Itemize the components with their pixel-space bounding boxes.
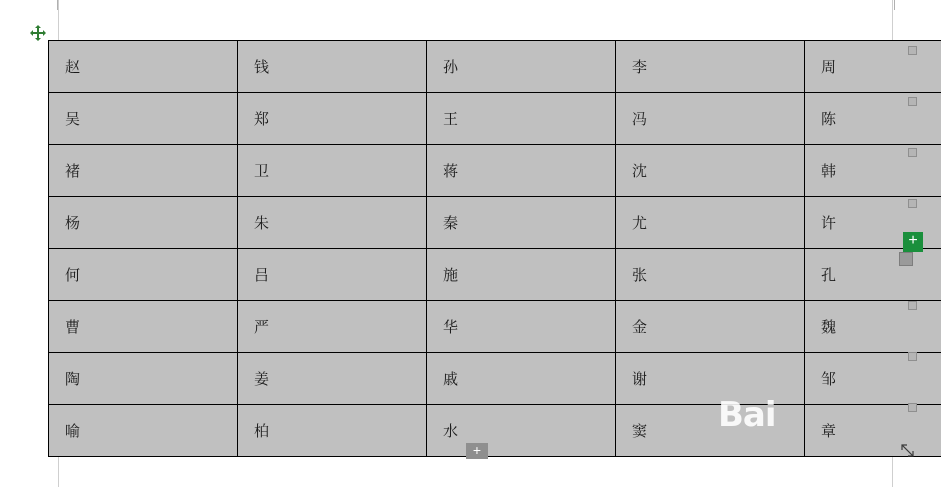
insert-row-button[interactable]: + bbox=[903, 232, 923, 252]
table-cell[interactable]: 章 bbox=[805, 405, 941, 457]
table-cell[interactable]: 孙 bbox=[427, 41, 616, 93]
table-row[interactable] bbox=[49, 353, 941, 405]
table-cell[interactable]: 尤 bbox=[616, 197, 805, 249]
table-cell[interactable]: 卫 bbox=[238, 145, 427, 197]
page-corner-mark-left bbox=[57, 0, 72, 10]
table-cell[interactable]: 谢 bbox=[616, 353, 805, 405]
surname-table[interactable] bbox=[48, 40, 941, 457]
table-cell[interactable]: 韩 bbox=[805, 145, 941, 197]
table-cell[interactable]: 张 bbox=[616, 249, 805, 301]
table-cell[interactable]: 吕 bbox=[238, 249, 427, 301]
table-cell[interactable]: 柏 bbox=[238, 405, 427, 457]
table-container[interactable] bbox=[48, 40, 909, 449]
table-cell[interactable]: 周 bbox=[805, 41, 941, 93]
table-cell[interactable]: 喻 bbox=[49, 405, 238, 457]
table-cell[interactable]: 施 bbox=[427, 249, 616, 301]
table-row[interactable] bbox=[49, 301, 941, 353]
table-cell[interactable]: 郑 bbox=[238, 93, 427, 145]
table-move-handle-icon[interactable] bbox=[30, 25, 46, 41]
table-resize-handle-icon[interactable] bbox=[901, 444, 915, 458]
table-cell[interactable]: 许 bbox=[805, 197, 941, 249]
table-cell[interactable]: 孔 bbox=[805, 249, 941, 301]
insert-row-bottom-button[interactable]: + bbox=[466, 443, 488, 459]
table-row[interactable] bbox=[49, 197, 941, 249]
table-cell[interactable]: 姜 bbox=[238, 353, 427, 405]
row-selection-handle[interactable] bbox=[908, 403, 917, 412]
page-corner-mark-right bbox=[888, 0, 895, 10]
table-cell[interactable]: 李 bbox=[616, 41, 805, 93]
table-cell[interactable]: 严 bbox=[238, 301, 427, 353]
table-cell[interactable]: 赵 bbox=[49, 41, 238, 93]
table-cell[interactable]: 水 bbox=[427, 405, 616, 457]
table-cell[interactable]: 曹 bbox=[49, 301, 238, 353]
insert-row-bar[interactable] bbox=[899, 252, 913, 266]
table-cell[interactable]: 魏 bbox=[805, 301, 941, 353]
row-selection-handle[interactable] bbox=[908, 97, 917, 106]
row-selection-handle[interactable] bbox=[908, 199, 917, 208]
resize-corner-icon bbox=[901, 444, 915, 458]
table-cell[interactable]: 杨 bbox=[49, 197, 238, 249]
table-cell[interactable]: 沈 bbox=[616, 145, 805, 197]
table-cell[interactable]: 钱 bbox=[238, 41, 427, 93]
table-cell[interactable]: 冯 bbox=[616, 93, 805, 145]
row-selection-handle[interactable] bbox=[908, 301, 917, 310]
table-cell[interactable]: 陈 bbox=[805, 93, 941, 145]
table-cell[interactable]: 朱 bbox=[238, 197, 427, 249]
table-row[interactable] bbox=[49, 93, 941, 145]
table-cell[interactable]: 王 bbox=[427, 93, 616, 145]
table-cell[interactable]: 金 bbox=[616, 301, 805, 353]
table-row[interactable] bbox=[49, 41, 941, 93]
table-cell[interactable]: 蒋 bbox=[427, 145, 616, 197]
table-cell[interactable]: 邹 bbox=[805, 353, 941, 405]
table-cell[interactable]: 窦 bbox=[616, 405, 805, 457]
table-cell[interactable]: 陶 bbox=[49, 353, 238, 405]
table-cell[interactable]: 秦 bbox=[427, 197, 616, 249]
row-selection-handle[interactable] bbox=[908, 148, 917, 157]
table-cell[interactable]: 华 bbox=[427, 301, 616, 353]
table-row[interactable] bbox=[49, 405, 941, 457]
table-cell[interactable]: 吴 bbox=[49, 93, 238, 145]
row-selection-handle[interactable] bbox=[908, 46, 917, 55]
move-cross-icon bbox=[30, 25, 46, 41]
table-row[interactable] bbox=[49, 249, 941, 301]
row-selection-handle[interactable] bbox=[908, 352, 917, 361]
insert-row-right-control[interactable] bbox=[903, 232, 927, 266]
watermark-text: Bai bbox=[718, 395, 776, 435]
table-cell[interactable]: 褚 bbox=[49, 145, 238, 197]
table-cell[interactable]: 何 bbox=[49, 249, 238, 301]
table-cell[interactable]: 戚 bbox=[427, 353, 616, 405]
table-row[interactable] bbox=[49, 145, 941, 197]
